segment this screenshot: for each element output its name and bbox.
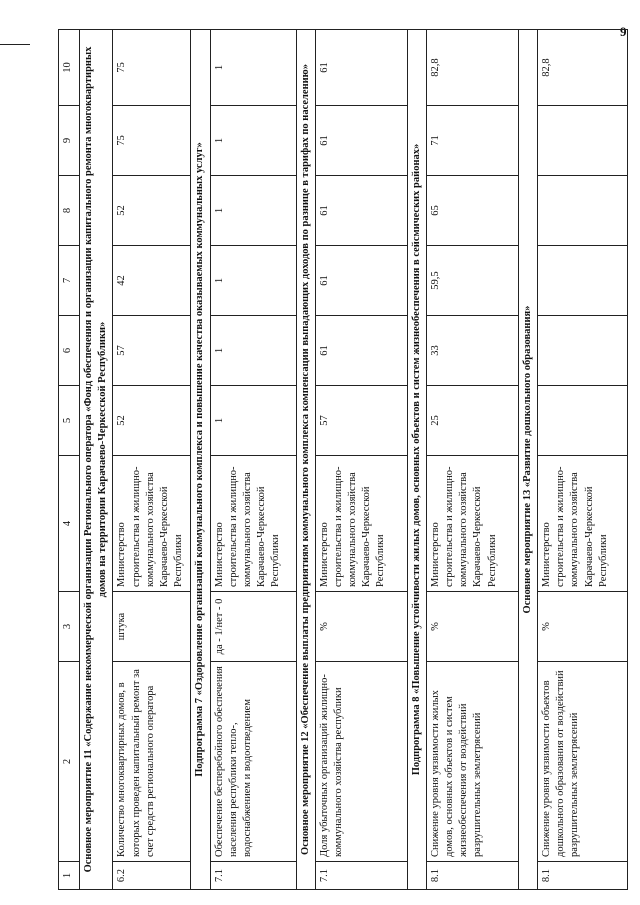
responsible-cell: Министерство строительства и жилищно-коммунального хозяйства Карачаево-Черкесской Республики: [538, 456, 628, 592]
value-col9: 1: [210, 106, 296, 176]
indicator-name: Обеспечение бесперебойного обеспечения населения республики тепло-, водоснабжением и водоотведением: [210, 662, 296, 862]
value-col6: 1: [210, 316, 296, 386]
value-col6: 61: [315, 316, 407, 386]
subprogram-title-7: Подпрограмма 7 «Оздоровление организаций коммунального комплекса и повышение качества оказываемых коммунальных услуг»: [191, 30, 210, 890]
section-row: [296, 30, 315, 890]
subprogram-title-8: Подпрограмма 8 «Повышение устойчивости жилых домов, основных объектов и систем жизнеобеспечения в сейсмических районах»: [407, 30, 426, 890]
section-title-12: Основное мероприятие 12 «Обеспечение выплаты предприятиям коммунального комплекса компенсации выпадающих доходов по разнице в тарифах по населению»: [296, 30, 315, 890]
value-col9: 71: [426, 106, 518, 176]
value-col6: 33: [426, 316, 518, 386]
table-row: [315, 30, 407, 890]
responsible-cell: Министерство строительства и жилищно-коммунального хозяйства Карачаево-Черкесской Республики: [113, 456, 191, 592]
value-col9: 75: [113, 106, 191, 176]
row-number: 7.1: [315, 862, 407, 890]
indicator-name: Снижение уровня уязвимости объектов дошкольного образования от воздействий разрушительных землетрясений: [538, 662, 628, 862]
value-col8: 61: [315, 176, 407, 246]
value-col5: 25: [426, 386, 518, 456]
value-col8: 1: [210, 176, 296, 246]
responsible-cell: Министерство строительства и жилищно-коммунального хозяйства Карачаево-Черкесской Республики: [315, 456, 407, 592]
value-col6: 57: [113, 316, 191, 386]
row-number: 7.1: [210, 862, 296, 890]
indicator-name: Доля убыточных организаций жилищно-коммунального хозяйства республики: [315, 662, 407, 862]
unit-cell: да - 1/нет - 0: [210, 592, 296, 662]
value-col5: [538, 386, 628, 456]
value-col5: 57: [315, 386, 407, 456]
value-col8: 65: [426, 176, 518, 246]
indicators-table: [58, 29, 628, 890]
section-title-13: Основное мероприятие 13 «Развитие дошкольного образования»: [518, 30, 537, 890]
value-col8: 52: [113, 176, 191, 246]
col-header-5: 5: [59, 386, 80, 456]
col-header-4: 4: [59, 456, 80, 592]
section-row: [407, 30, 426, 890]
section-row: [518, 30, 537, 890]
table-row: [538, 30, 628, 890]
col-header-1: 1: [59, 862, 80, 890]
row-number: 8.1: [426, 862, 518, 890]
value-col5: 1: [210, 386, 296, 456]
unit-cell: %: [426, 592, 518, 662]
value-col8: [538, 176, 628, 246]
value-col10: 61: [315, 30, 407, 106]
col-header-10: 10: [59, 30, 80, 106]
col-header-3: 3: [59, 592, 80, 662]
table-row: [113, 30, 191, 890]
value-col9: 61: [315, 106, 407, 176]
unit-cell: %: [315, 592, 407, 662]
margin-mark: [0, 44, 30, 45]
value-col7: 59,5: [426, 246, 518, 316]
column-number-row: [59, 30, 80, 890]
indicator-name: Количество многоквартирных домов, в которых проведен капитальный ремонт за счет средств регионального оператора: [113, 662, 191, 862]
unit-cell: штука: [113, 592, 191, 662]
responsible-cell: Министерство строительства и жилищно-коммунального хозяйства Карачаево-Черкесской Республики: [426, 456, 518, 592]
col-header-9: 9: [59, 106, 80, 176]
value-col7: 1: [210, 246, 296, 316]
value-col10: 75: [113, 30, 191, 106]
col-header-8: 8: [59, 176, 80, 246]
col-header-6: 6: [59, 316, 80, 386]
value-col7: 61: [315, 246, 407, 316]
indicator-name: Снижение уровня уязвимости жилых домов, основных объектов и систем жизнеобеспечения от воздействий разрушительных землетрясений: [426, 662, 518, 862]
value-col6: [538, 316, 628, 386]
value-col10: 82,8: [426, 30, 518, 106]
section-row: [80, 30, 113, 890]
value-col7: [538, 246, 628, 316]
responsible-cell: Министерство строительства и жилищно-коммунального хозяйства Карачаево-Черкесской Республики: [210, 456, 296, 592]
value-col7: 42: [113, 246, 191, 316]
col-header-2: 2: [59, 662, 80, 862]
table-row: [210, 30, 296, 890]
value-col9: [538, 106, 628, 176]
value-col10: 1: [210, 30, 296, 106]
section-row: [191, 30, 210, 890]
table-row: [426, 30, 518, 890]
rotated-table-container: [58, 30, 623, 890]
unit-cell: %: [538, 592, 628, 662]
col-header-7: 7: [59, 246, 80, 316]
value-col10: 82,8: [538, 30, 628, 106]
row-number: 8.1: [538, 862, 628, 890]
value-col5: 52: [113, 386, 191, 456]
section-title-11: Основное мероприятие 11 «Содержание некоммерческой организации Регионального оператора «Фонд обеспечения и организации капитального ремонта многоквартирных домов на территории Карачаево-Черкесской Республики»: [80, 30, 113, 890]
page-number: 9: [620, 24, 627, 39]
row-number: 6.2: [113, 862, 191, 890]
